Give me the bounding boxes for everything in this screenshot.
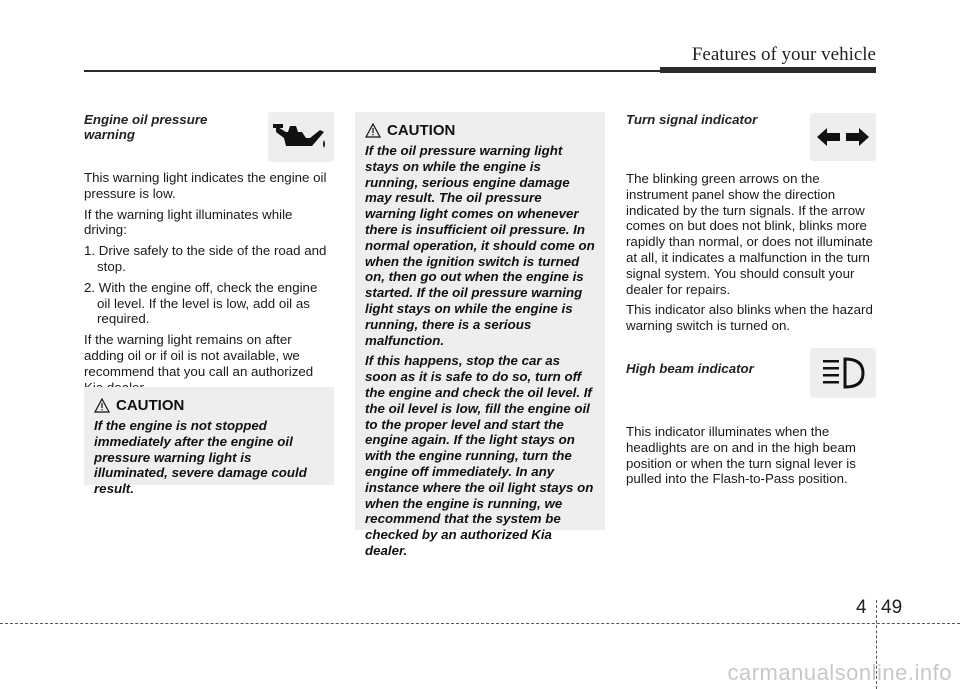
column-indicators: [626, 112, 876, 492]
caution-paragraph-2: If this happens, stop the car as soon as it is safe to do so, turn off the engine and check the oil level. If the oil level is low, fill the engine oil to the proper level and start the engine again. If the light stays on with the engine running, turn the engine off immediately. In any instance where the oil light stays on when the engine is running, we recommend that the system be checked by an authorized Kia dealer.: [365, 353, 594, 558]
caution-paragraph-1: If the oil pressure warning light stays on while the engine is running, serious engine damage may result. The oil pressure warning light comes on whenever there is insufficient oil pressure. In normal operation, it should come on when the ignition switch is turned on, then go out when the engine is started. If the oil pressure warning light stays on while the engine is running, there is a serious malfunction.: [365, 143, 595, 348]
oil-can-icon: [268, 112, 334, 162]
chapter-number: 4: [856, 597, 867, 618]
header-rule: [84, 70, 700, 72]
page-header-title: Features of your vehicle: [691, 44, 876, 65]
list-item: 2. With the engine off, check the engine oil level. If the level is low, add oil as required.: [84, 279, 318, 327]
warning-triangle-icon: [94, 398, 110, 413]
header-rule-accent: [660, 67, 876, 73]
high-beam-icon: [810, 348, 876, 398]
turn-paragraph-2: This indicator also blinks when the hazard warning switch is turned on.: [626, 302, 873, 334]
caution-title: [94, 397, 324, 414]
caution-text: If the engine is not stopped immediately after the engine oil pressure warning light is illuminated, severe damage could result.: [94, 418, 307, 497]
caution-text: [365, 143, 595, 559]
watermark: carmanualsonline.info: [727, 660, 952, 685]
turn-signal-heading: Turn signal indicator: [626, 112, 758, 127]
oil-intro: This warning light indicates the engine oil pressure is low.: [84, 170, 327, 201]
oil-if-illuminates: If the warning light illuminates while driving:: [84, 206, 293, 238]
high-beam-paragraph: This indicator illuminates when the headlights are on and in the high beam position or when the turn signal lever is pulled into the Flash-to-Pass position.: [626, 423, 856, 487]
caution-title: [365, 122, 595, 139]
footer-dashed-rule: [0, 623, 960, 624]
warning-triangle-icon: [365, 123, 381, 138]
caution-title-text: CAUTION: [116, 397, 185, 414]
high-beam-heading: High beam indicator: [626, 360, 754, 376]
page-number: 49: [881, 597, 903, 618]
oil-remains: If the warning light remains on after adding oil or if oil is not available, we recommend that you call an authorized: [84, 332, 314, 379]
turn-arrows-icon: [810, 113, 876, 161]
caution-box-oil-large: [355, 112, 605, 558]
caution-box-oil-small: [84, 387, 334, 497]
oil-steps-list: [84, 243, 334, 327]
oil-pressure-heading: Engine oil pressure warning: [84, 112, 208, 142]
caution-title-text: CAUTION: [387, 122, 456, 139]
list-item: 1. Drive safely to the side of the road and stop.: [84, 243, 327, 274]
turn-paragraph-1: The blinking green arrows on the instrument panel show the direction indicated by the turn signals. If the arrow comes on but does not blink, blinks more rapidly than normal, or does not illuminate at all, it indicates a malfunction in the turn signal system. You should consult your dealer for repairs.: [626, 171, 873, 297]
